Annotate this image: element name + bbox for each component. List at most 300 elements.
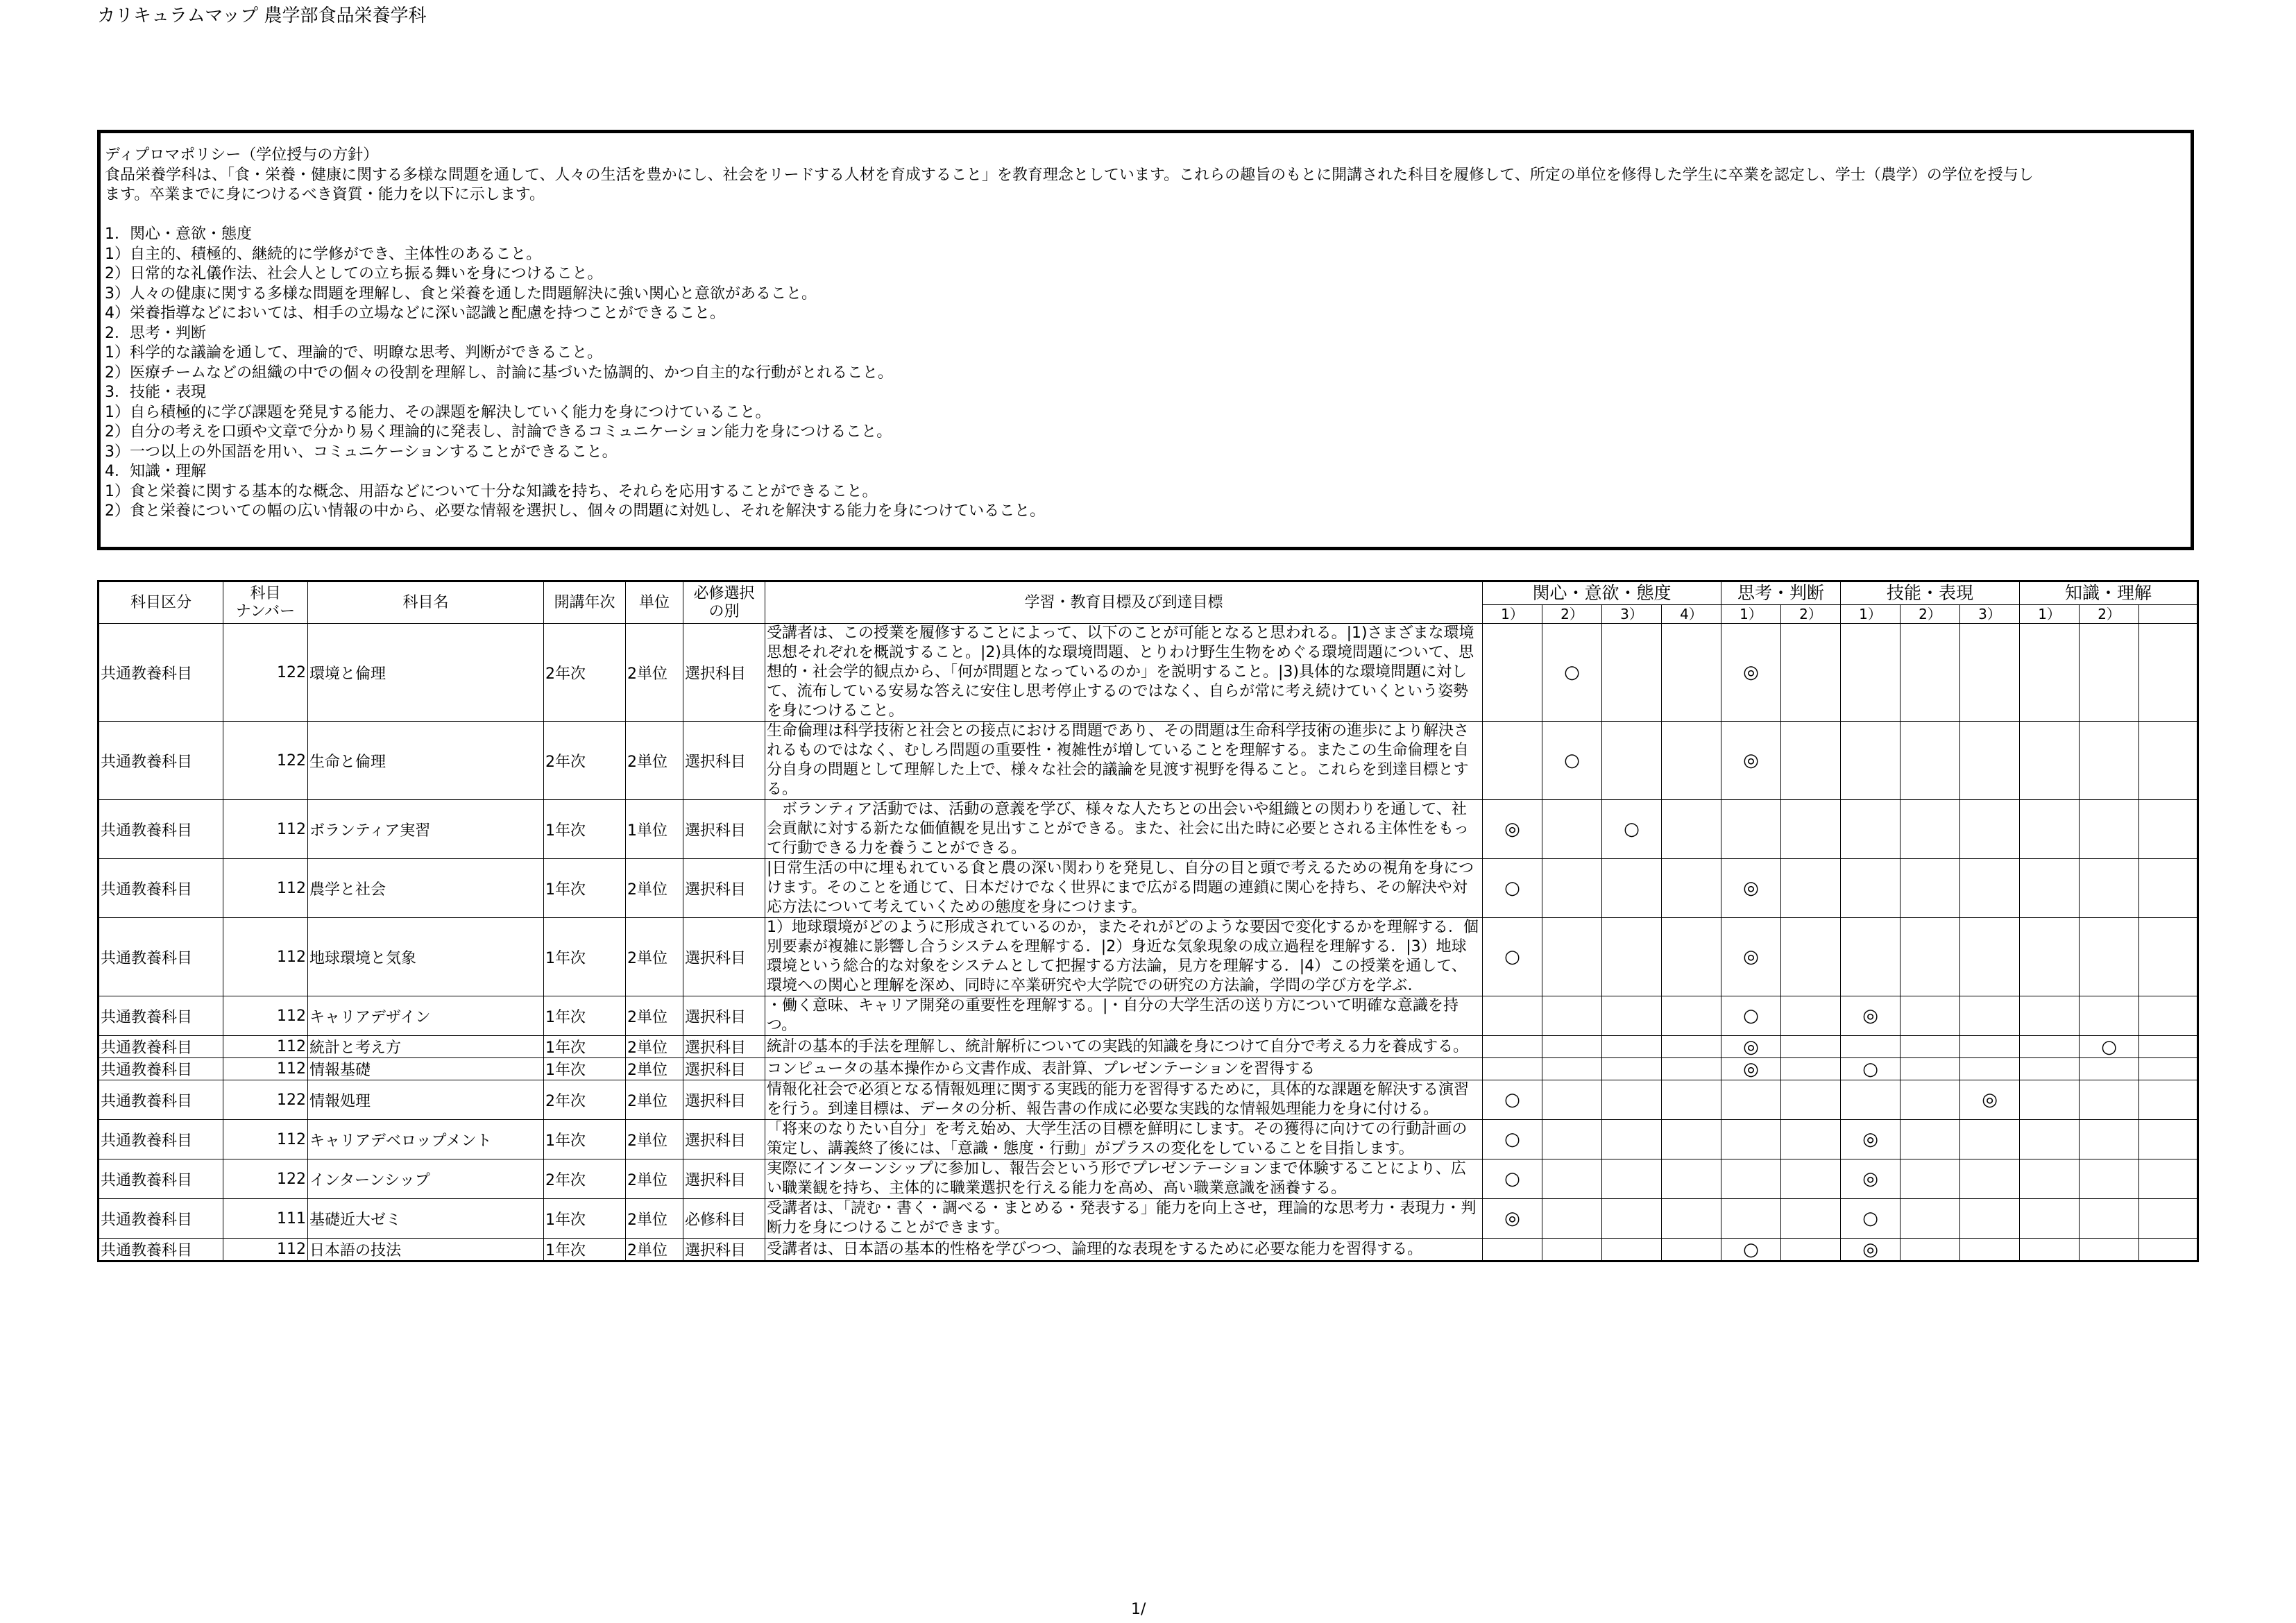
cell-category: 共通教養科目 xyxy=(99,996,223,1036)
header-sub-item: 1） xyxy=(1483,605,1542,624)
cell-outcome-mark xyxy=(1542,1159,1602,1199)
cell-goal: 生命倫理は科学技術と社会との接点における問題であり、その問題は生命科学技術の進歩により解決されるものではなく、むしろ問題の重要性・複雑性が増していることを理解する。またこの生命倫理を自分自身の問題として理解した上で、様々な社会的議論を見渡す視野を得ること。これらを到達目標とする。 xyxy=(765,722,1483,800)
cell-goal: 統計の基本的手法を理解し、統計解析についての実践的知識を身につけて自分で考える力を養成する。 xyxy=(765,1036,1483,1058)
table-row xyxy=(99,1239,2198,1261)
cell-outcome-mark: ○ xyxy=(1721,1239,1781,1261)
cell-required: 選択科目 xyxy=(683,800,765,859)
cell-category: 共通教養科目 xyxy=(99,1058,223,1080)
cell-outcome-mark xyxy=(1662,1199,1721,1239)
cell-outcome-mark: ◎ xyxy=(1721,1036,1781,1058)
cell-outcome-mark: ○ xyxy=(1483,918,1542,996)
table-row xyxy=(99,800,2198,859)
cell-category: 共通教養科目 xyxy=(99,722,223,800)
cell-outcome-mark xyxy=(1721,1199,1781,1239)
cell-year: 1年次 xyxy=(544,1199,626,1239)
cell-outcome-mark xyxy=(1781,1036,1841,1058)
header-year: 開講年次 xyxy=(544,581,626,624)
policy-line: 4．知識・理解 xyxy=(105,463,206,480)
cell-outcome-mark: ◎ xyxy=(1841,1239,1900,1261)
cell-outcome-mark: ◎ xyxy=(1960,1080,2020,1120)
cell-year: 1年次 xyxy=(544,1058,626,1080)
cell-name: 日本語の技法 xyxy=(308,1239,544,1261)
table-row xyxy=(99,1058,2198,1080)
cell-outcome-mark xyxy=(2020,1058,2080,1080)
cell-outcome-mark xyxy=(2139,996,2198,1036)
cell-outcome-mark xyxy=(2020,1159,2080,1199)
policy-line: 2）日常的な礼儀作法、社会人としての立ち振る舞いを身につけること。 xyxy=(105,265,603,282)
cell-outcome-mark xyxy=(1602,722,1662,800)
cell-outcome-mark xyxy=(2139,1120,2198,1159)
cell-outcome-mark xyxy=(2080,996,2139,1036)
cell-year: 1年次 xyxy=(544,918,626,996)
cell-number: 122 xyxy=(223,1080,308,1120)
cell-required: 選択科目 xyxy=(683,1159,765,1199)
cell-year: 2年次 xyxy=(544,722,626,800)
cell-goal: 実際にインターンシップに参加し、報告会という形でプレゼンテーションまで体験することにより、広い職業観を持ち、主体的に職業選択を行える能力を高め、高い職業意識を涵養する。 xyxy=(765,1159,1483,1199)
cell-goal: 1）地球環境がどのように形成されているのか，またそれがどのような要因で変化するかを理解する．個別要素が複雑に影響し合うシステムを理解する．|2）身近な気象現象の成立過程を理解する．|3）地球環境という総合的な対象をシステムとして把握する方法論，見方を理解する．|4）この授業を通して、環境への関心と理解を深め、同時に卒業研究や大学院での研究の方法論，学問の学び方を学ぶ． xyxy=(765,918,1483,996)
cell-outcome-mark xyxy=(1900,1036,1960,1058)
cell-outcome-mark xyxy=(1960,624,2020,722)
cell-credits: 2単位 xyxy=(626,1199,683,1239)
cell-outcome-mark xyxy=(2020,1120,2080,1159)
cell-name: キャリアデザイン xyxy=(308,996,544,1036)
cell-outcome-mark xyxy=(1602,918,1662,996)
cell-outcome-mark xyxy=(2020,722,2080,800)
cell-outcome-mark xyxy=(1900,1080,1960,1120)
cell-required: 選択科目 xyxy=(683,722,765,800)
cell-goal: 受講者は、日本語の基本的性格を学びつつ、論理的な表現をするために必要な能力を習得する。 xyxy=(765,1239,1483,1261)
table-row xyxy=(99,624,2198,722)
cell-outcome-mark xyxy=(1602,1036,1662,1058)
cell-outcome-mark xyxy=(1662,996,1721,1036)
cell-number: 112 xyxy=(223,918,308,996)
cell-number: 112 xyxy=(223,1120,308,1159)
header-sub-item: 3） xyxy=(1602,605,1662,624)
cell-outcome-mark xyxy=(1960,918,2020,996)
cell-outcome-mark: ◎ xyxy=(1483,1199,1542,1239)
diploma-policy-box xyxy=(97,130,2194,550)
cell-outcome-mark xyxy=(1721,1080,1781,1120)
cell-outcome-mark xyxy=(1542,1239,1602,1261)
cell-category: 共通教養科目 xyxy=(99,1239,223,1261)
cell-outcome-mark xyxy=(1900,1120,1960,1159)
cell-outcome-mark xyxy=(2139,1239,2198,1261)
cell-goal: ・働く意味、キャリア開発の重要性を理解する。|・自分の大学生活の送り方について明確な意識を持つ。 xyxy=(765,996,1483,1036)
cell-outcome-mark: ◎ xyxy=(1841,996,1900,1036)
cell-outcome-mark: ○ xyxy=(2080,1036,2139,1058)
policy-line: 1）自主的、積極的、継続的に学修ができ、主体性のあること。 xyxy=(105,245,542,263)
cell-outcome-mark xyxy=(2080,624,2139,722)
cell-outcome-mark xyxy=(1900,918,1960,996)
cell-outcome-mark xyxy=(1841,859,1900,918)
cell-outcome-mark xyxy=(1483,1239,1542,1261)
cell-credits: 2単位 xyxy=(626,1239,683,1261)
cell-outcome-mark xyxy=(1900,859,1960,918)
cell-outcome-mark xyxy=(1960,996,2020,1036)
cell-category: 共通教養科目 xyxy=(99,800,223,859)
cell-outcome-mark xyxy=(2020,918,2080,996)
cell-outcome-mark xyxy=(1960,1036,2020,1058)
cell-outcome-mark xyxy=(2139,800,2198,859)
cell-outcome-mark xyxy=(1662,1036,1721,1058)
cell-outcome-mark xyxy=(2139,624,2198,722)
cell-required: 選択科目 xyxy=(683,1080,765,1120)
cell-category: 共通教養科目 xyxy=(99,1199,223,1239)
table-row xyxy=(99,1036,2198,1058)
table-row xyxy=(99,1080,2198,1120)
cell-outcome-mark xyxy=(2080,800,2139,859)
curriculum-map-table xyxy=(97,580,2199,1262)
cell-number: 112 xyxy=(223,859,308,918)
cell-number: 122 xyxy=(223,722,308,800)
cell-outcome-mark xyxy=(2020,624,2080,722)
cell-goal: 「将来のなりたい自分」を考え始め、大学生活の目標を鮮明にします。その獲得に向けての行動計画の策定し、講義終了後には、「意識・態度・行動」がプラスの変化をしていることを目指します。 xyxy=(765,1120,1483,1159)
cell-required: 選択科目 xyxy=(683,1120,765,1159)
cell-outcome-mark xyxy=(1602,1239,1662,1261)
cell-name: 環境と倫理 xyxy=(308,624,544,722)
cell-outcome-mark xyxy=(1841,1036,1900,1058)
cell-outcome-mark xyxy=(2080,1080,2139,1120)
cell-name: 統計と考え方 xyxy=(308,1036,544,1058)
table-row xyxy=(99,1199,2198,1239)
cell-outcome-mark xyxy=(1602,624,1662,722)
cell-outcome-mark: ○ xyxy=(1483,1080,1542,1120)
policy-line: ディプロマポリシー（学位授与の方針） xyxy=(105,146,379,164)
cell-outcome-mark: ○ xyxy=(1542,722,1602,800)
cell-outcome-mark xyxy=(2020,1036,2080,1058)
cell-outcome-mark xyxy=(1542,1036,1602,1058)
cell-outcome-mark xyxy=(1602,1120,1662,1159)
policy-line: 4）栄養指導などにおいては、相手の立場などに深い認識と配慮を持つことができること。 xyxy=(105,305,725,322)
cell-outcome-mark xyxy=(1900,1239,1960,1261)
cell-outcome-mark xyxy=(1602,1058,1662,1080)
cell-outcome-mark xyxy=(2020,800,2080,859)
cell-outcome-mark xyxy=(2139,1199,2198,1239)
cell-required: 選択科目 xyxy=(683,996,765,1036)
cell-outcome-mark xyxy=(1841,1080,1900,1120)
cell-outcome-mark xyxy=(1602,859,1662,918)
cell-outcome-mark xyxy=(1721,800,1781,859)
cell-outcome-mark: ◎ xyxy=(1483,800,1542,859)
cell-goal: ボランティア活動では、活動の意義を学び、様々な人たちとの出会いや組織との関わりを通して、社会貢献に対する新たな価値観を見出すことができる。また、社会に出た時に必要とされる主体性をもって行動できる力を養うことができる。 xyxy=(765,800,1483,859)
cell-outcome-mark: ◎ xyxy=(1721,859,1781,918)
cell-outcome-mark xyxy=(1483,1058,1542,1080)
header-number xyxy=(223,581,308,624)
cell-outcome-mark xyxy=(1781,1199,1841,1239)
cell-goal: |日常生活の中に埋もれている食と農の深い関わりを発見し、自分の目と頭で考えるための視角を身につけます。そのことを通じて、日本だけでなく世界にまで広がる問題の連鎖に関心を持ち、その解決や対応方法について考えていくための態度を身につけます。 xyxy=(765,859,1483,918)
cell-outcome-mark xyxy=(1483,996,1542,1036)
cell-outcome-mark xyxy=(1602,1159,1662,1199)
header-text-part: ナンバー xyxy=(235,602,296,620)
cell-required: 選択科目 xyxy=(683,1036,765,1058)
header-credits: 単位 xyxy=(626,581,683,624)
cell-outcome-mark xyxy=(1841,624,1900,722)
cell-goal: コンピュータの基本操作から文書作成、表計算、プレゼンテーションを習得する xyxy=(765,1058,1483,1080)
cell-outcome-mark xyxy=(1960,800,2020,859)
cell-outcome-mark xyxy=(1662,859,1721,918)
header-sub-item: 2） xyxy=(2080,605,2139,624)
policy-line: 3）人々の健康に関する多様な問題を理解し、食と栄養を通した問題解決に強い関心と意欲があること。 xyxy=(105,284,817,303)
cell-outcome-mark xyxy=(2080,1239,2139,1261)
cell-required: 選択科目 xyxy=(683,859,765,918)
cell-outcome-mark xyxy=(1542,918,1602,996)
cell-outcome-mark xyxy=(1781,624,1841,722)
header-sub-item: 3） xyxy=(1960,605,2020,624)
cell-outcome-mark xyxy=(2020,996,2080,1036)
header-group-attitude: 関心・意欲・態度 xyxy=(1483,581,1721,605)
policy-line: 2）自分の考えを口頭や文章で分かり易く理論的に発表し、討論できるコミュニケーション能力を身につけること。 xyxy=(105,423,892,441)
cell-credits: 2単位 xyxy=(626,918,683,996)
cell-outcome-mark xyxy=(1662,800,1721,859)
cell-name: 基礎近大ゼミ xyxy=(308,1199,544,1239)
page-number: 1/ xyxy=(1131,1601,1146,1618)
cell-credits: 2単位 xyxy=(626,722,683,800)
cell-outcome-mark xyxy=(2080,1159,2139,1199)
cell-outcome-mark xyxy=(2139,1080,2198,1120)
cell-outcome-mark xyxy=(1960,1159,2020,1199)
cell-outcome-mark: ◎ xyxy=(1841,1159,1900,1199)
cell-name: 情報処理 xyxy=(308,1080,544,1120)
cell-credits: 2単位 xyxy=(626,1080,683,1120)
cell-outcome-mark xyxy=(1781,1120,1841,1159)
cell-credits: 2単位 xyxy=(626,1159,683,1199)
cell-outcome-mark: ◎ xyxy=(1721,1058,1781,1080)
policy-line: 2．思考・判断 xyxy=(105,324,206,342)
cell-credits: 2単位 xyxy=(626,1120,683,1159)
policy-line: ます。卒業までに身につけるべき資質・能力を以下に示します。 xyxy=(105,186,545,203)
cell-goal: 受講者は、この授業を履修することによって、以下のことが可能となると思われる。|1)さまざまな環境思想それぞれを概説すること。|2)具体的な環境問題、とりわけ野生生物をめぐる環境問題について、思想的・社会学的観点から、「何が問題となっているのか」を説明すること。|3)具体的な環境問題に対して、流布している安易な答えに安住し思考停止するのではなく、自らが常に考え続けていくという姿勢を身につけること。 xyxy=(765,624,1483,722)
cell-credits: 2単位 xyxy=(626,1036,683,1058)
cell-outcome-mark xyxy=(1662,1058,1721,1080)
cell-outcome-mark xyxy=(1602,996,1662,1036)
header-required xyxy=(683,581,765,624)
cell-outcome-mark xyxy=(2020,1199,2080,1239)
cell-outcome-mark xyxy=(1721,1159,1781,1199)
header-sub-item xyxy=(2139,605,2198,624)
cell-outcome-mark xyxy=(2139,859,2198,918)
cell-category: 共通教養科目 xyxy=(99,1120,223,1159)
table-row xyxy=(99,1120,2198,1159)
header-sub-item: 2） xyxy=(1900,605,1960,624)
cell-outcome-mark xyxy=(1781,1159,1841,1199)
cell-outcome-mark xyxy=(1781,1080,1841,1120)
cell-number: 112 xyxy=(223,1036,308,1058)
cell-year: 1年次 xyxy=(544,996,626,1036)
cell-outcome-mark xyxy=(1662,918,1721,996)
cell-name: 地球環境と気象 xyxy=(308,918,544,996)
cell-outcome-mark: ○ xyxy=(1542,624,1602,722)
cell-outcome-mark xyxy=(2139,918,2198,996)
cell-outcome-mark xyxy=(1542,996,1602,1036)
table-body xyxy=(99,624,2198,1261)
cell-year: 2年次 xyxy=(544,624,626,722)
cell-number: 122 xyxy=(223,624,308,722)
cell-outcome-mark xyxy=(1662,624,1721,722)
cell-category: 共通教養科目 xyxy=(99,624,223,722)
cell-outcome-mark xyxy=(1960,1120,2020,1159)
cell-required: 必修科目 xyxy=(683,1199,765,1239)
cell-outcome-mark xyxy=(1662,1159,1721,1199)
cell-name: ボランティア実習 xyxy=(308,800,544,859)
header-sub-item: 4） xyxy=(1662,605,1721,624)
cell-year: 1年次 xyxy=(544,1120,626,1159)
cell-outcome-mark: ○ xyxy=(1483,1159,1542,1199)
header-category: 科目区分 xyxy=(99,581,223,624)
cell-name: 農学と社会 xyxy=(308,859,544,918)
policy-line: 1）科学的な議論を通して、理論的で、明瞭な思考、判断ができること。 xyxy=(105,344,603,362)
cell-outcome-mark xyxy=(1960,1239,2020,1261)
header-sub-item: 2） xyxy=(1781,605,1841,624)
cell-outcome-mark: ◎ xyxy=(1721,722,1781,800)
header-sub-item: 2） xyxy=(1542,605,1602,624)
header-sub-item: 1） xyxy=(1721,605,1781,624)
cell-outcome-mark xyxy=(1900,800,1960,859)
cell-year: 1年次 xyxy=(544,1036,626,1058)
cell-outcome-mark: ◎ xyxy=(1841,1120,1900,1159)
cell-year: 1年次 xyxy=(544,800,626,859)
cell-outcome-mark: ◎ xyxy=(1721,918,1781,996)
cell-outcome-mark xyxy=(1781,996,1841,1036)
header-text-part: 必修選択 xyxy=(693,584,755,602)
cell-year: 2年次 xyxy=(544,1159,626,1199)
header-sub-item: 1） xyxy=(1841,605,1900,624)
header-sub-item: 1） xyxy=(2020,605,2080,624)
cell-outcome-mark xyxy=(2080,1120,2139,1159)
cell-outcome-mark xyxy=(1960,1199,2020,1239)
cell-outcome-mark xyxy=(1960,722,2020,800)
cell-credits: 2単位 xyxy=(626,996,683,1036)
cell-outcome-mark xyxy=(1602,1080,1662,1120)
cell-number: 112 xyxy=(223,1058,308,1080)
cell-outcome-mark xyxy=(2080,1199,2139,1239)
table-row xyxy=(99,996,2198,1036)
cell-outcome-mark: ○ xyxy=(1483,1120,1542,1159)
cell-outcome-mark xyxy=(1542,800,1602,859)
cell-category: 共通教養科目 xyxy=(99,1036,223,1058)
cell-name: 生命と倫理 xyxy=(308,722,544,800)
cell-outcome-mark xyxy=(1781,722,1841,800)
table-row xyxy=(99,859,2198,918)
cell-outcome-mark xyxy=(1542,1199,1602,1239)
cell-credits: 2単位 xyxy=(626,624,683,722)
policy-line: 3）一つ以上の外国語を用い、コミュニケーションすることができること。 xyxy=(105,443,618,461)
cell-outcome-mark xyxy=(2139,1159,2198,1199)
cell-outcome-mark xyxy=(2080,859,2139,918)
header-group-knowledge: 知識・理解 xyxy=(2020,581,2198,605)
policy-line: 3．技能・表現 xyxy=(105,384,206,401)
cell-outcome-mark xyxy=(1841,722,1900,800)
cell-category: 共通教養科目 xyxy=(99,918,223,996)
cell-outcome-mark: ○ xyxy=(1841,1058,1900,1080)
cell-outcome-mark xyxy=(2139,1036,2198,1058)
cell-year: 1年次 xyxy=(544,1239,626,1261)
cell-number: 122 xyxy=(223,1159,308,1199)
cell-number: 112 xyxy=(223,1239,308,1261)
policy-line: 2）食と栄養についての幅の広い情報の中から、必要な情報を選択し、個々の問題に対処し、それを解決する能力を身につけていること。 xyxy=(105,502,1046,520)
cell-outcome-mark xyxy=(1542,1120,1602,1159)
cell-outcome-mark xyxy=(2080,722,2139,800)
cell-outcome-mark xyxy=(1662,1120,1721,1159)
cell-outcome-mark xyxy=(1781,1239,1841,1261)
document-title: カリキュラムマップ 農学部食品栄養学科 xyxy=(97,6,427,26)
cell-outcome-mark xyxy=(1900,1199,1960,1239)
table-row xyxy=(99,722,2198,800)
cell-outcome-mark xyxy=(2139,1058,2198,1080)
cell-number: 111 xyxy=(223,1199,308,1239)
cell-goal: 情報化社会で必須となる情報処理に関する実践的能力を習得するために，具体的な課題を解決する演習を行う。到達目標は、データの分析、報告書の作成に必要な実践的な情報処理能力を身に付ける。 xyxy=(765,1080,1483,1120)
policy-line xyxy=(105,205,2186,226)
cell-outcome-mark xyxy=(1900,1058,1960,1080)
cell-outcome-mark xyxy=(1542,1058,1602,1080)
cell-outcome-mark xyxy=(1721,1120,1781,1159)
cell-credits: 1単位 xyxy=(626,800,683,859)
cell-name: キャリアデベロップメント xyxy=(308,1120,544,1159)
policy-line: 1）食と栄養に関する基本的な概念、用語などについて十分な知識を持ち、それらを応用することができること。 xyxy=(105,482,878,500)
cell-outcome-mark xyxy=(2020,859,2080,918)
cell-outcome-mark xyxy=(1781,800,1841,859)
header-group-skills: 技能・表現 xyxy=(1841,581,2020,605)
cell-required: 選択科目 xyxy=(683,1239,765,1261)
table-row xyxy=(99,918,2198,996)
header-text-part: 科目 xyxy=(250,584,281,602)
cell-category: 共通教養科目 xyxy=(99,1080,223,1120)
policy-line: 2）医療チームなどの組織の中での個々の役割を理解し、討論に基づいた協調的、かつ自主的な行動がとれること。 xyxy=(105,364,894,382)
header-goals: 学習・教育目標及び到達目標 xyxy=(765,581,1483,624)
cell-outcome-mark xyxy=(1483,624,1542,722)
cell-outcome-mark xyxy=(1662,1080,1721,1120)
cell-category: 共通教養科目 xyxy=(99,1159,223,1199)
cell-outcome-mark: ○ xyxy=(1602,800,1662,859)
cell-credits: 2単位 xyxy=(626,1058,683,1080)
table-row xyxy=(99,1159,2198,1199)
cell-outcome-mark xyxy=(1841,918,1900,996)
cell-outcome-mark xyxy=(1960,1058,2020,1080)
cell-name: 情報基礎 xyxy=(308,1058,544,1080)
cell-outcome-mark xyxy=(1781,1058,1841,1080)
cell-outcome-mark xyxy=(1900,996,1960,1036)
cell-required: 選択科目 xyxy=(683,624,765,722)
cell-category: 共通教養科目 xyxy=(99,859,223,918)
cell-outcome-mark xyxy=(1781,859,1841,918)
cell-outcome-mark xyxy=(2080,1058,2139,1080)
cell-outcome-mark xyxy=(1483,722,1542,800)
policy-line: 1）自ら積極的に学び課題を発見する能力、その課題を解決していく能力を身につけていること。 xyxy=(105,403,771,421)
cell-credits: 2単位 xyxy=(626,859,683,918)
cell-outcome-mark: ◎ xyxy=(1721,624,1781,722)
cell-outcome-mark xyxy=(1542,859,1602,918)
header-group-thinking: 思考・判断 xyxy=(1721,581,1841,605)
cell-number: 112 xyxy=(223,996,308,1036)
cell-outcome-mark xyxy=(2020,1080,2080,1120)
cell-goal: 受講者は、「読む・書く・調べる・まとめる・発表する」能力を向上させ，理論的な思考力・表現力・判断力を身につけることができます。 xyxy=(765,1199,1483,1239)
cell-outcome-mark xyxy=(1662,722,1721,800)
cell-outcome-mark xyxy=(2020,1239,2080,1261)
cell-name: インターンシップ xyxy=(308,1159,544,1199)
cell-outcome-mark: ○ xyxy=(1841,1199,1900,1239)
cell-outcome-mark xyxy=(1900,624,1960,722)
cell-outcome-mark xyxy=(1602,1199,1662,1239)
cell-outcome-mark xyxy=(1841,800,1900,859)
header-text-part: の別 xyxy=(708,602,740,620)
cell-outcome-mark xyxy=(2080,918,2139,996)
policy-line: 食品栄養学科は、「食・栄養・健康に関する多様な問題を通して、人々の生活を豊かにし、社会をリードする人材を育成すること」を教育理念としています。これらの趣旨のもとに開講された科目を履修して、所定の単位を修得した学生に卒業を認定し、学士（農学）の学位を授与し xyxy=(105,166,2034,184)
cell-required: 選択科目 xyxy=(683,1058,765,1080)
header-name: 科目名 xyxy=(308,581,544,624)
cell-outcome-mark xyxy=(1781,918,1841,996)
policy-line: 1．関心・意欲・態度 xyxy=(105,226,252,243)
cell-outcome-mark xyxy=(2139,722,2198,800)
cell-outcome-mark: ○ xyxy=(1483,859,1542,918)
